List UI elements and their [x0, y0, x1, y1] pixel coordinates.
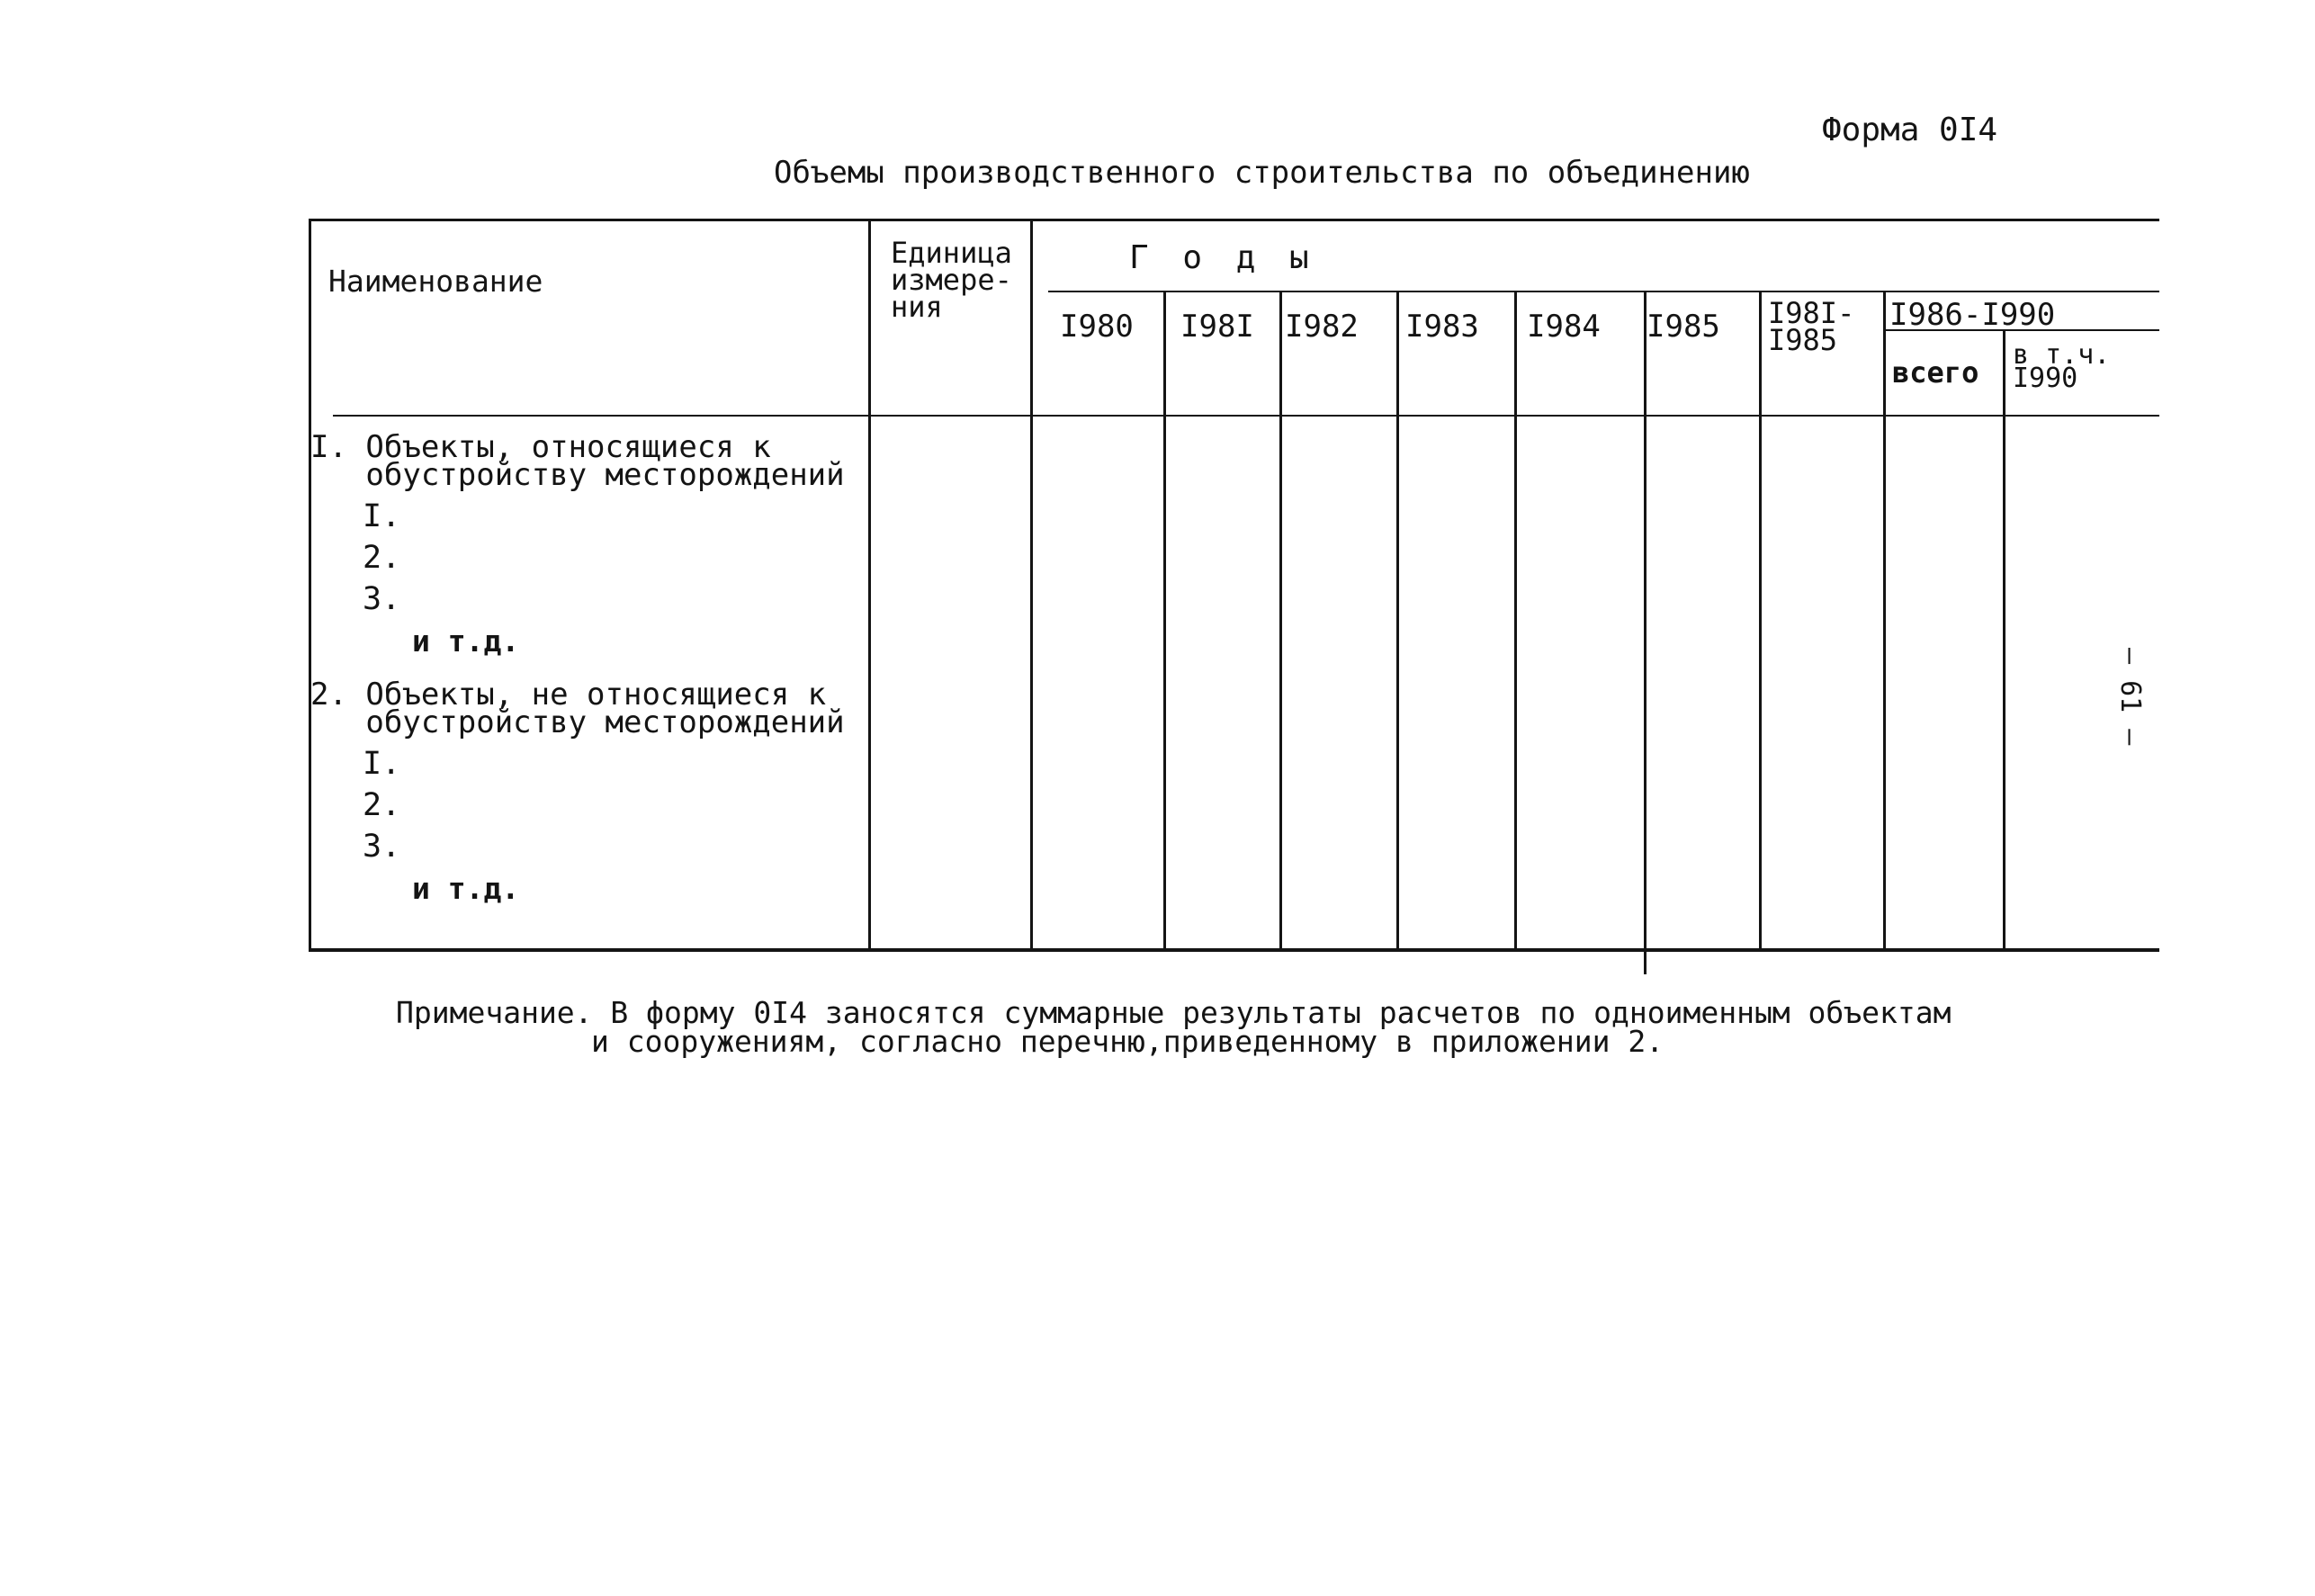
year-1984: I984 [1527, 309, 1601, 345]
form-number: Форма 0I4 [1822, 112, 1998, 148]
col-divider-name [868, 219, 871, 952]
section-1-item-1: I. [363, 498, 401, 534]
page-number-text: – 61 – [2114, 648, 2146, 746]
section-1-item-2: 2. [363, 540, 401, 576]
col-divider-unit [1030, 219, 1033, 952]
col-divider-1983 [1514, 291, 1517, 952]
year-1980: I980 [1060, 309, 1134, 345]
years-header-rule [1048, 291, 2159, 292]
col-divider-period [2003, 331, 2005, 952]
section-1-item-3: 3. [363, 581, 401, 617]
document-title: Объемы производственного строительства по объединению [774, 155, 1750, 191]
section-1-etc: и т.д. [412, 623, 520, 659]
year-1981: I98I [1180, 309, 1254, 345]
col-divider-1984 [1644, 291, 1647, 974]
section-2-item-2: 2. [363, 787, 401, 823]
col-divider-1980 [1163, 291, 1166, 952]
page-number [2110, 612, 2146, 746]
note-line-1: Примечание. В форму 0I4 заносятся суммарные результаты расчетов по одноименным объектам [396, 995, 1952, 1030]
col-divider-1982 [1396, 291, 1399, 952]
header-years: Г о д ы [1129, 239, 1316, 276]
col-divider-1981 [1279, 291, 1282, 952]
note-line-2: и сооружениям, согласно перечню,приведенному в приложении 2. [591, 1024, 1664, 1059]
col-divider-1981-1985 [1883, 291, 1886, 952]
section-2-item-3: 3. [363, 829, 401, 865]
section-2-etc: и т.д. [412, 871, 520, 906]
year-1983: I983 [1405, 309, 1479, 345]
year-1985: I985 [1647, 309, 1720, 345]
period-incl-1990: в т.ч. I990 [2013, 339, 2111, 394]
section-1-heading: I. Объекты, относящиеся к обустройству месторождений [310, 429, 845, 493]
section-2-heading: 2. Объекты, не относящиеся к обустройству месторождений [310, 677, 845, 740]
table-top-border [309, 219, 2159, 221]
header-unit: Единица измере- ния [891, 236, 1012, 324]
year-1982: I982 [1285, 309, 1359, 345]
left-border [309, 219, 311, 952]
period-1986-1990: I986-I990 [1889, 297, 2056, 333]
table-bottom-border [309, 948, 2159, 952]
col-divider-1985 [1759, 291, 1762, 952]
header-name: Наименование [328, 264, 543, 299]
section-2-item-1: I. [363, 746, 401, 782]
year-range-1981-1985: I98I- I985 [1768, 296, 1855, 357]
period-total: всего [1892, 355, 1979, 390]
